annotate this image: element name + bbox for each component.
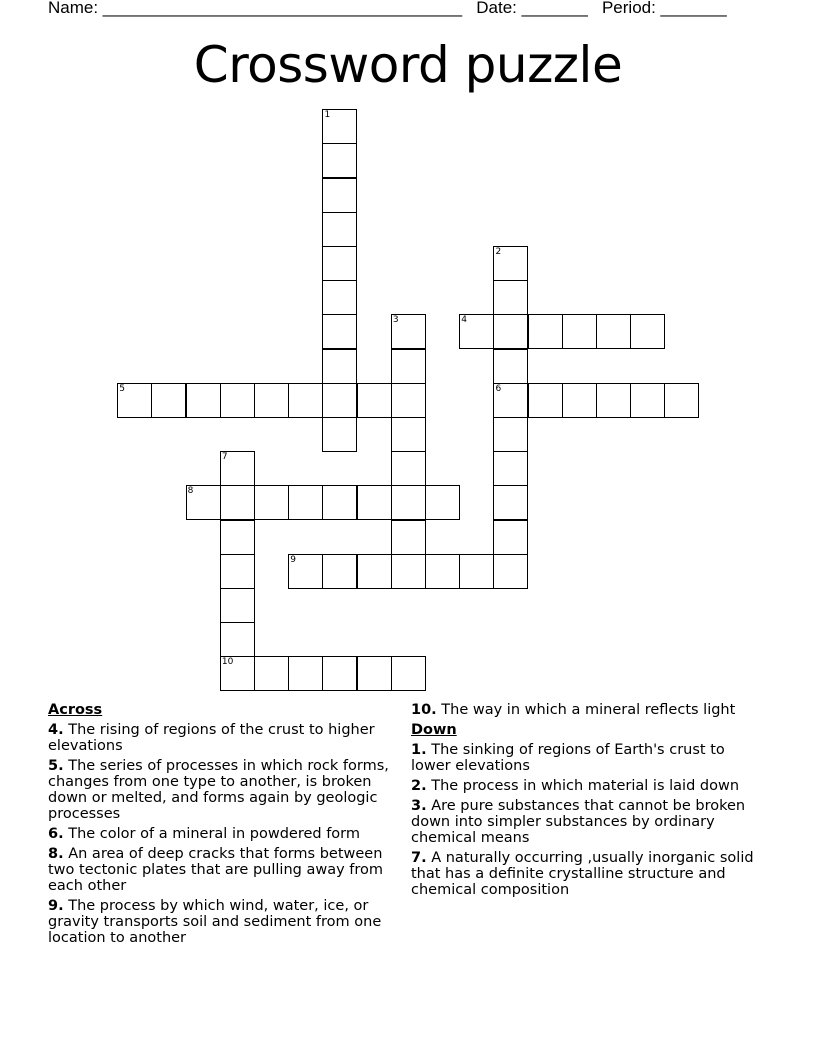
grid-cell[interactable]	[357, 485, 392, 520]
grid-cell[interactable]	[220, 485, 255, 520]
clue-number: 2.	[411, 778, 427, 794]
grid-cell[interactable]	[493, 280, 528, 315]
clue-number: 4.	[48, 722, 64, 738]
grid-cell[interactable]	[493, 451, 528, 486]
grid-cell[interactable]	[596, 383, 631, 418]
across-clue	[48, 826, 398, 842]
grid-cell[interactable]	[322, 246, 357, 281]
grid-cell[interactable]	[562, 314, 597, 349]
grid-cell[interactable]	[425, 485, 460, 520]
down-clue	[411, 798, 761, 846]
grid-cell[interactable]	[528, 314, 563, 349]
grid-cell[interactable]	[391, 520, 426, 555]
down-heading: Down	[411, 722, 457, 738]
grid-cell[interactable]	[186, 383, 221, 418]
grid-cell[interactable]	[528, 383, 563, 418]
grid-cell[interactable]	[425, 554, 460, 589]
grid-cell[interactable]	[391, 417, 426, 452]
grid-cell[interactable]	[117, 383, 152, 418]
clue-text: A naturally occurring ,usually inorganic solid that has a definite crystalline structure and chemical composition	[411, 850, 754, 898]
grid-cell[interactable]	[493, 485, 528, 520]
clue-number-label: 7	[221, 452, 228, 463]
grid-cell[interactable]	[630, 383, 665, 418]
clue-number-label: 4	[461, 315, 467, 326]
grid-cell[interactable]	[493, 554, 528, 589]
grid-cell[interactable]	[322, 143, 357, 178]
down-clue	[411, 778, 761, 794]
clue-text: The sinking of regions of Earth's crust to lower elevations	[411, 742, 725, 774]
clue-number: 1.	[411, 742, 427, 758]
date-field-label[interactable]: Date: _______	[476, 0, 588, 17]
clue-text: An area of deep cracks that forms between two tectonic plates that are pulling away from each other	[48, 846, 384, 894]
clue-number: 8.	[48, 846, 64, 862]
clue-number-label: 10	[221, 657, 234, 668]
grid-cell[interactable]	[357, 383, 392, 418]
grid-cell[interactable]	[493, 349, 528, 384]
clue-number: 9.	[48, 898, 64, 914]
grid-cell[interactable]	[254, 383, 289, 418]
clue-number: 10.	[411, 702, 437, 718]
clue-number-label: 2	[495, 247, 502, 258]
grid-cell[interactable]	[391, 349, 426, 384]
grid-cell[interactable]	[288, 656, 323, 691]
across-clue	[411, 702, 761, 718]
clue-number: 6.	[48, 826, 64, 842]
grid-cell[interactable]	[357, 554, 392, 589]
grid-cell[interactable]	[288, 554, 323, 589]
across-clue	[48, 758, 398, 822]
across-clue-list-continued	[411, 702, 761, 718]
grid-cell[interactable]	[322, 349, 357, 384]
grid-cell[interactable]	[220, 588, 255, 623]
grid-cell[interactable]	[220, 383, 255, 418]
clue-text: The way in which a mineral reflects light	[436, 702, 736, 718]
page-title: Crossword puzzle	[193, 36, 623, 94]
grid-cell[interactable]	[322, 554, 357, 589]
grid-cell[interactable]	[322, 485, 357, 520]
grid-cell[interactable]	[562, 383, 597, 418]
clue-number-label: 8	[187, 486, 194, 497]
clue-number: 3.	[411, 798, 427, 814]
clues-left-column	[48, 702, 398, 950]
grid-cell[interactable]	[220, 656, 255, 691]
grid-cell[interactable]	[220, 622, 255, 657]
clue-text: The process by which wind, water, ice, or gravity transports soil and sediment from one location to another	[48, 898, 382, 946]
grid-cell[interactable]	[254, 485, 289, 520]
across-clue-list	[48, 722, 398, 946]
grid-cell[interactable]	[596, 314, 631, 349]
clue-number-label: 6	[495, 383, 502, 394]
clue-number: 7.	[411, 850, 427, 866]
grid-cell[interactable]	[288, 485, 323, 520]
grid-cell[interactable]	[322, 178, 357, 213]
clue-number-label: 1	[324, 110, 331, 121]
across-clue	[48, 898, 398, 946]
period-field-label[interactable]: Period: _______	[601, 0, 727, 17]
across-clue	[48, 722, 398, 754]
grid-cell[interactable]	[459, 554, 494, 589]
grid-cell[interactable]	[493, 417, 528, 452]
grid-cell[interactable]	[220, 520, 255, 555]
clue-text: The series of processes in which rock forms, changes from one type to another, is broken down or melted, and forms again by geologic processes	[48, 758, 389, 822]
grid-cell[interactable]	[357, 656, 392, 691]
grid-cell[interactable]	[322, 656, 357, 691]
grid-cell[interactable]	[254, 656, 289, 691]
grid-cell[interactable]	[220, 451, 255, 486]
grid-cell[interactable]	[391, 451, 426, 486]
across-clue	[48, 846, 398, 894]
clue-number-label: 3	[392, 315, 399, 326]
down-clue-list	[411, 742, 761, 898]
grid-cell[interactable]	[322, 314, 357, 349]
grid-cell[interactable]	[459, 314, 494, 349]
grid-cell[interactable]	[186, 485, 221, 520]
grid-cell[interactable]	[391, 485, 426, 520]
grid-cell[interactable]	[220, 554, 255, 589]
grid-cell[interactable]	[322, 383, 357, 418]
across-heading: Across	[48, 702, 103, 718]
clue-number-label: 5	[119, 383, 125, 394]
down-clue	[411, 850, 761, 898]
grid-cell[interactable]	[151, 383, 186, 418]
grid-cell[interactable]	[391, 554, 426, 589]
grid-cell[interactable]	[391, 383, 426, 418]
clues-right-column	[411, 702, 761, 902]
grid-cell[interactable]	[322, 417, 357, 452]
clue-text: The color of a mineral in powdered form	[63, 826, 361, 842]
clue-text: The rising of regions of the crust to higher elevations	[48, 722, 375, 754]
clue-number: 5.	[48, 758, 64, 774]
name-field-label[interactable]: Name: ______________________________________	[48, 0, 463, 17]
grid-cell[interactable]	[322, 109, 357, 144]
grid-cell[interactable]	[322, 280, 357, 315]
grid-cell[interactable]	[493, 314, 528, 349]
grid-cell[interactable]	[664, 383, 699, 418]
down-clue	[411, 742, 761, 774]
clue-text: Are pure substances that cannot be broken down into simpler substances by ordinary chemical means	[411, 798, 746, 846]
grid-cell[interactable]	[322, 212, 357, 247]
grid-cell[interactable]	[493, 246, 528, 281]
grid-cell[interactable]	[288, 383, 323, 418]
grid-cell[interactable]	[493, 520, 528, 555]
clue-text: The process in which material is laid down	[426, 778, 740, 794]
grid-cell[interactable]	[391, 656, 426, 691]
grid-cell[interactable]	[493, 383, 528, 418]
grid-cell[interactable]	[630, 314, 665, 349]
clue-number-label: 9	[290, 554, 296, 565]
grid-cell[interactable]	[391, 314, 426, 349]
